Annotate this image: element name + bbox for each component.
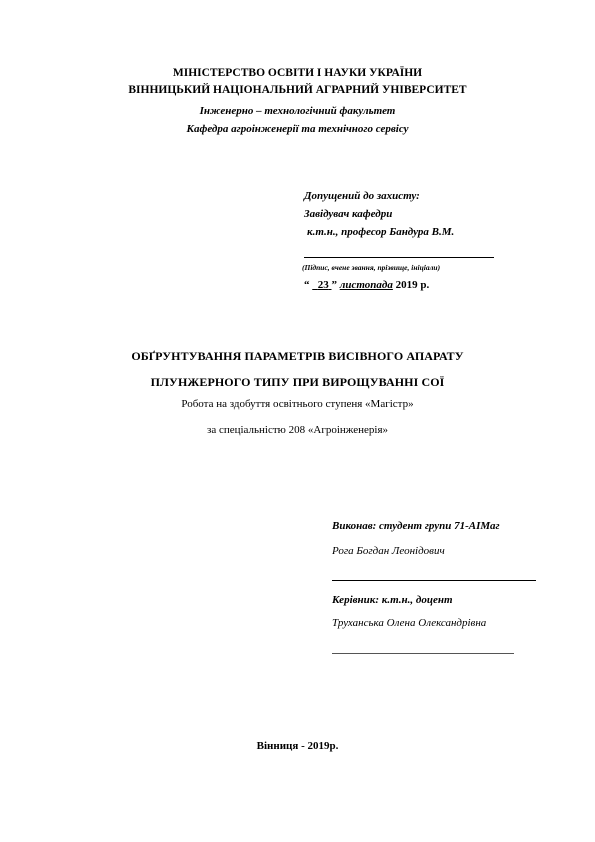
approval-date bbox=[304, 279, 429, 291]
head-name: к.т.н., професор Бандура В.М. bbox=[307, 226, 455, 238]
thesis-title-line1: ОБҐРУНТУВАННЯ ПАРАМЕТРІВ ВИСІВНОГО АПАРАТУ bbox=[131, 349, 464, 363]
author-label: Виконав: студент групи 71-АІМаг bbox=[332, 520, 500, 532]
thesis-title-line2: ПЛУНЖЕРНОГО ТИПУ ПРИ ВИРОЩУВАННІ СОЇ bbox=[150, 375, 445, 389]
faculty-heading: Інженерно – технологічний факультет bbox=[199, 105, 396, 117]
head-label: Завідувач кафедри bbox=[304, 208, 393, 220]
supervisor-name: Труханська Олена Олександрівна bbox=[332, 617, 487, 629]
signature-caption: (Підпис, вчене звання, прізвище, ініціали) bbox=[302, 263, 441, 272]
author-signature-line bbox=[332, 580, 536, 581]
signature-line bbox=[304, 257, 494, 258]
specialty-text: за спеціальністю 208 «Агроінженерія» bbox=[206, 424, 389, 436]
supervisor-signature-line bbox=[332, 653, 514, 654]
ministry-heading: МІНІСТЕРСТВО ОСВІТИ І НАУКИ УКРАЇНИ bbox=[172, 67, 423, 79]
date-month: листопада bbox=[339, 279, 393, 291]
city-year: Вінниця - 2019р. bbox=[256, 740, 339, 752]
date-close-quote: ” bbox=[331, 279, 337, 291]
university-heading: ВІННИЦЬКИЙ НАЦІОНАЛЬНИЙ АГРАРНИЙ УНІВЕРСИТЕТ bbox=[128, 84, 467, 96]
author-name: Рога Богдан Леонідович bbox=[332, 545, 445, 557]
date-year: 2019 р. bbox=[395, 279, 430, 291]
supervisor-label: Керівник: к.т.н., доцент bbox=[332, 594, 453, 606]
department-heading: Кафедра агроінженерії та технічного сервісу bbox=[186, 123, 409, 135]
degree-text: Робота на здобуття освітнього ступеня «Магістр» bbox=[181, 398, 414, 410]
admitted-label: Допущений до захисту: bbox=[304, 190, 420, 202]
date-open-quote: “ bbox=[304, 279, 310, 291]
date-day: 23 bbox=[317, 279, 329, 291]
